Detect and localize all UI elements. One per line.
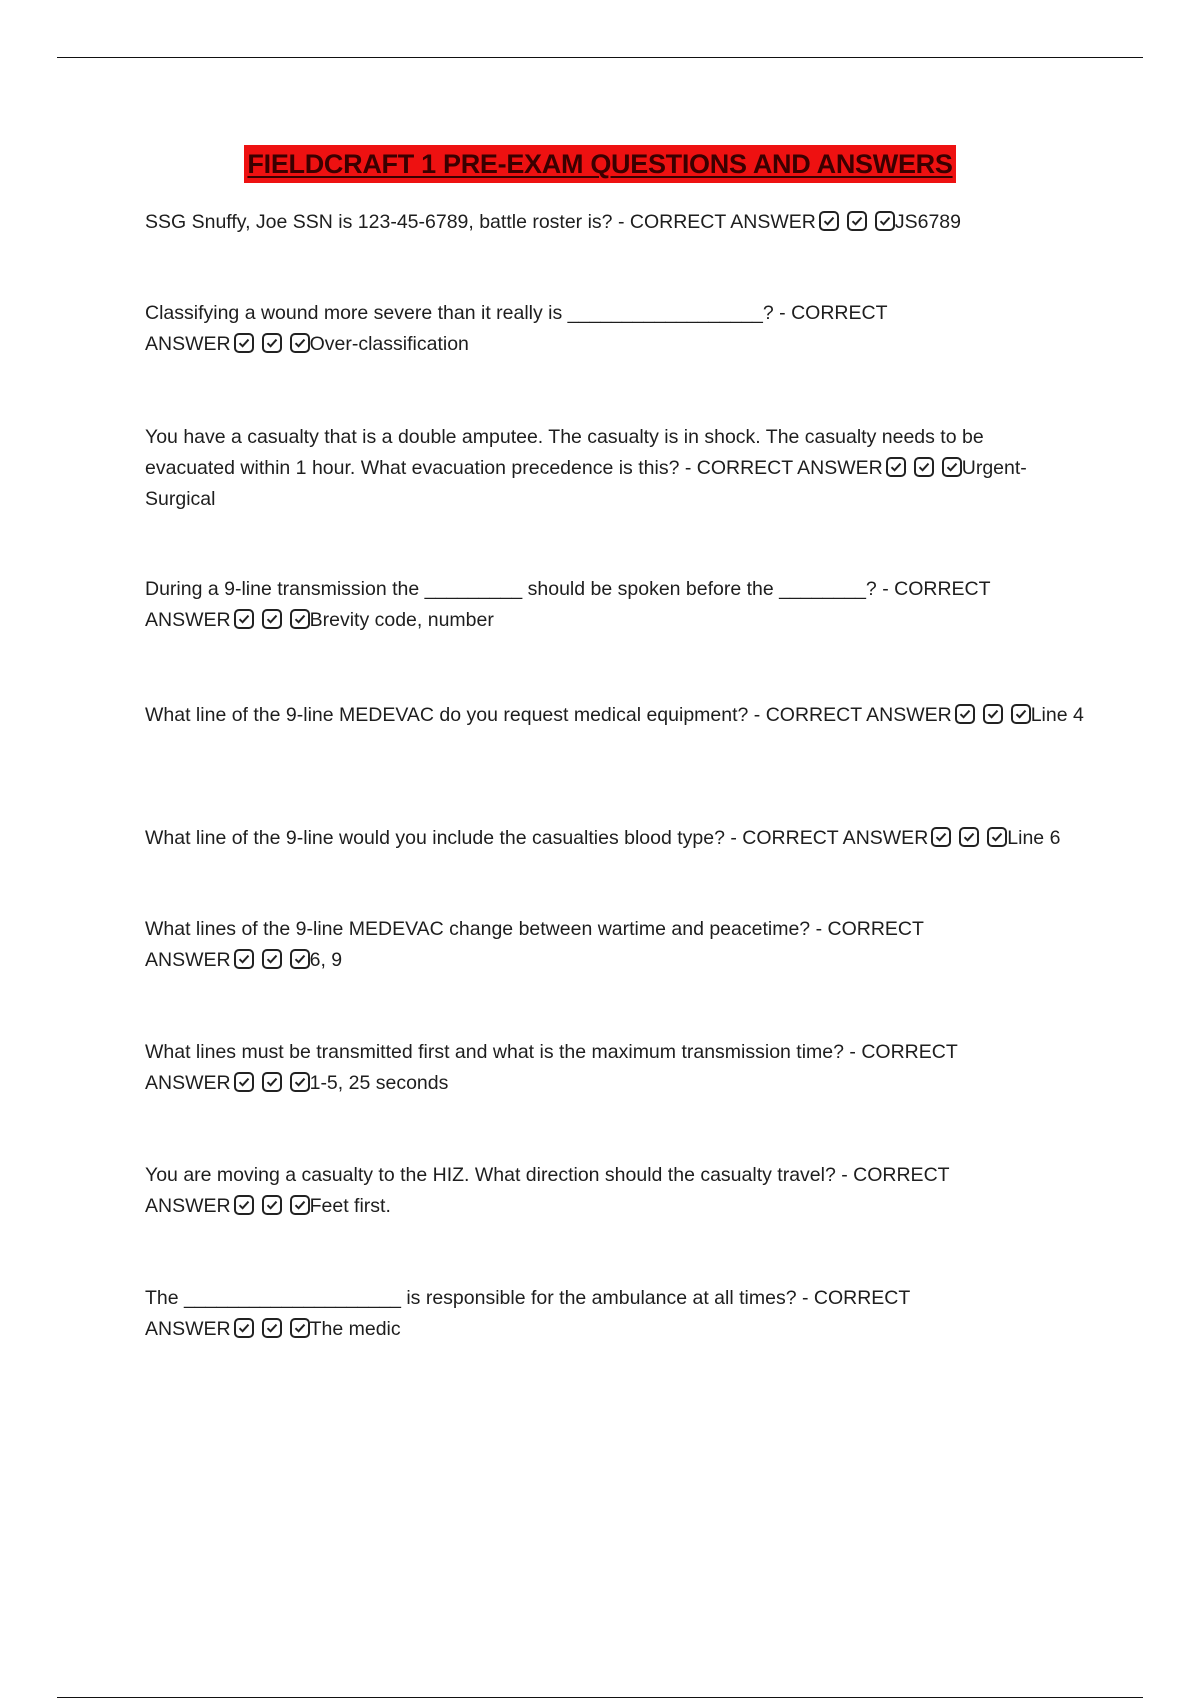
- check-icons: [231, 609, 310, 631]
- question-text: Classifying a wound more severe than it really is __________________?: [145, 302, 774, 324]
- checkbox-checked-icon: [262, 609, 282, 629]
- checkbox-checked-icon: [234, 1195, 254, 1215]
- checkbox-checked-icon: [290, 1195, 310, 1215]
- check-icons: [231, 1072, 310, 1094]
- check-icons: [816, 211, 895, 233]
- check-icons: [231, 949, 310, 971]
- answer-separator: - CORRECT ANSWER: [145, 1164, 950, 1217]
- qa-item: [145, 298, 905, 360]
- answer-separator: - CORRECT ANSWER: [612, 211, 816, 233]
- question-text: SSG Snuffy, Joe SSN is 123-45-6789, battle roster is?: [145, 211, 613, 233]
- checkbox-checked-icon: [290, 333, 310, 353]
- answer-text: Brevity code, number: [309, 609, 494, 631]
- check-icons: [952, 704, 1031, 726]
- checkbox-checked-icon: [290, 609, 310, 629]
- check-icons: [928, 827, 1007, 849]
- checkbox-checked-icon: [290, 1318, 310, 1338]
- checkbox-checked-icon: [234, 1318, 254, 1338]
- checkbox-checked-icon: [931, 827, 951, 847]
- checkbox-checked-icon: [983, 704, 1003, 724]
- question-text: What line of the 9-line would you include the casualties blood type?: [145, 827, 725, 849]
- checkbox-checked-icon: [234, 949, 254, 969]
- answer-separator: - CORRECT ANSWER: [145, 1041, 958, 1094]
- answer-separator: - CORRECT ANSWER: [145, 918, 924, 971]
- check-icons: [231, 333, 310, 355]
- checkbox-checked-icon: [819, 211, 839, 231]
- answer-text: Over-classification: [309, 333, 469, 355]
- title-container: [0, 145, 1200, 183]
- checkbox-checked-icon: [290, 949, 310, 969]
- answer-text: The medic: [309, 1318, 401, 1340]
- checkbox-checked-icon: [234, 1072, 254, 1092]
- answer-separator: - CORRECT ANSWER: [145, 1287, 910, 1340]
- qa-item: [145, 1037, 1000, 1099]
- checkbox-checked-icon: [987, 827, 1007, 847]
- check-icons: [883, 457, 962, 479]
- checkbox-checked-icon: [262, 1195, 282, 1215]
- page-top-rule: [57, 57, 1143, 58]
- answer-text: Line 4: [1030, 704, 1084, 726]
- qa-item: [145, 1283, 935, 1345]
- answer-separator: - CORRECT ANSWER: [145, 302, 888, 355]
- document-title: FIELDCRAFT 1 PRE-EXAM QUESTIONS AND ANSWERS: [244, 145, 955, 183]
- checkbox-checked-icon: [955, 704, 975, 724]
- question-text: What line of the 9-line MEDEVAC do you request medical equipment?: [145, 704, 749, 726]
- page-bottom-rule: [57, 1697, 1143, 1698]
- check-icons: [231, 1195, 310, 1217]
- answer-text: Urgent-Surgical: [145, 457, 1027, 510]
- checkbox-checked-icon: [262, 333, 282, 353]
- answer-text: Feet first.: [309, 1195, 391, 1217]
- question-text: You are moving a casualty to the HIZ. What direction should the casualty travel?: [145, 1164, 836, 1186]
- question-text: The ____________________ is responsible for the ambulance at all times?: [145, 1287, 797, 1309]
- answer-text: 6, 9: [309, 949, 343, 971]
- checkbox-checked-icon: [959, 827, 979, 847]
- qa-item: [145, 207, 1090, 238]
- qa-item: [145, 1160, 980, 1222]
- answer-separator: - CORRECT ANSWER: [679, 457, 883, 479]
- question-text: During a 9-line transmission the _________ should be spoken before the ________?: [145, 578, 877, 600]
- checkbox-checked-icon: [234, 333, 254, 353]
- question-text: What lines must be transmitted first and what is the maximum transmission time?: [145, 1041, 844, 1063]
- qa-item: [145, 700, 1100, 731]
- qa-item: [145, 914, 945, 976]
- checkbox-checked-icon: [847, 211, 867, 231]
- answer-text: 1-5, 25 seconds: [309, 1072, 449, 1094]
- checkbox-checked-icon: [262, 1318, 282, 1338]
- qa-item: [145, 574, 995, 636]
- checkbox-checked-icon: [290, 1072, 310, 1092]
- checkbox-checked-icon: [875, 211, 895, 231]
- checkbox-checked-icon: [262, 1072, 282, 1092]
- checkbox-checked-icon: [886, 457, 906, 477]
- checkbox-checked-icon: [914, 457, 934, 477]
- answer-separator: - CORRECT ANSWER: [748, 704, 952, 726]
- checkbox-checked-icon: [942, 457, 962, 477]
- checkbox-checked-icon: [262, 949, 282, 969]
- qa-item: [145, 422, 1070, 515]
- answer-separator: - CORRECT ANSWER: [724, 827, 929, 849]
- checkbox-checked-icon: [1011, 704, 1031, 724]
- question-text: What lines of the 9-line MEDEVAC change between wartime and peacetime?: [145, 918, 811, 940]
- qa-item: [145, 823, 1105, 854]
- answer-text: JS6789: [894, 211, 961, 233]
- question-text: You have a casualty that is a double amputee. The casualty is in shock. The casualty needs to be evacuated within 1 hour. What evacuation precedence is this?: [145, 426, 984, 479]
- checkbox-checked-icon: [234, 609, 254, 629]
- answer-text: Line 6: [1007, 827, 1061, 849]
- check-icons: [231, 1318, 310, 1340]
- answer-separator: - CORRECT ANSWER: [145, 578, 991, 631]
